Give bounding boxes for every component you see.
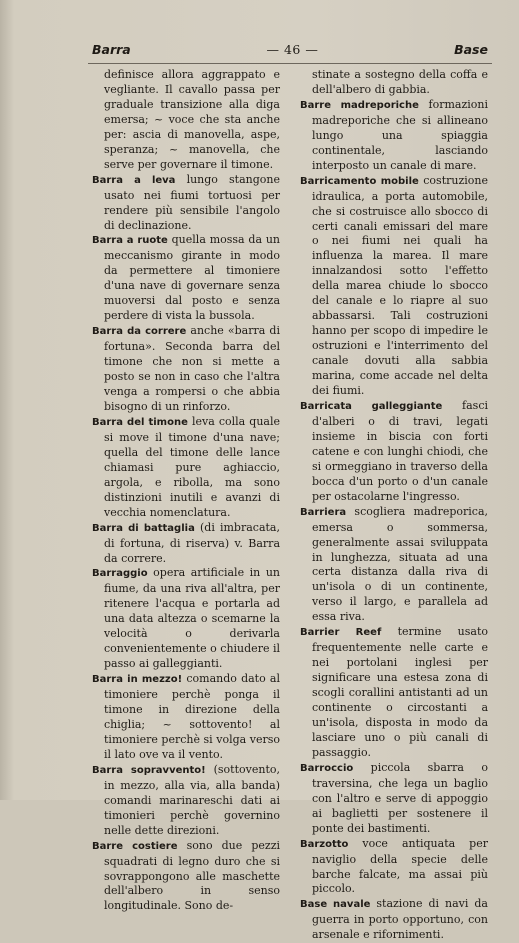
dictionary-entry xyxy=(92,415,280,521)
entry-definition: comando dato al timoniere perchè ponga il timone in direzione della chiglia; ~ sottovento! al timoniere perchè si volga verso il lato ove va il vento. xyxy=(104,672,281,761)
entry-headword: Barra a ruote xyxy=(92,235,168,247)
entry-headword: Base navale xyxy=(300,899,371,911)
entry-headword: Barra sopravvento! xyxy=(92,764,206,776)
entry-definition: definisce allora aggrappato e vegliante. Il cavallo passa per graduale transizione alla diga emersa; ~ voce che sta anche per: ascia di manovella, aspe, speranza; ~ manovella, che serve per governare il timone. xyxy=(104,68,280,171)
entry-definition: fasci d'alberi o di travi, legati insieme in biscia con forti catene e con lunghi chiodi, che si ormeggiano in traverso della bocca d'un porto o d'un canale per ostacolarne l'ingresso. xyxy=(312,398,488,503)
entry-headword: Barre madreporiche xyxy=(300,99,419,111)
dictionary-entry xyxy=(92,324,280,415)
entry-headword: Barricata galleggiante xyxy=(300,400,443,412)
entry-definition: (sottovento, in mezzo, alla via, alla banda) comandi marinareschi dati ai timonieri perchè governino nelle dette direzioni. xyxy=(104,762,280,837)
entry-definition: termine usato frequentemente nelle carte e nei portolani inglesi per significare una estesa zona di scogli corallini antistanti ad un continente o circostanti a un'isola, disposta in modo da lasciare uno o più canali di passaggio. xyxy=(312,625,488,759)
left-column xyxy=(92,68,280,914)
header-left-word: Barra xyxy=(92,42,131,57)
dictionary-entry xyxy=(300,897,488,943)
entry-headword: Barra di battaglia xyxy=(92,522,195,534)
entry-headword: Barra da correre xyxy=(92,326,187,338)
header-right-word: Base xyxy=(454,42,488,57)
dictionary-entry xyxy=(92,173,280,234)
entry-definition: scogliera madreporica, emersa o sommersa, generalmente assai sviluppata in lunghezza, situata ad una certa distanza dalla riva di un'isola o di un continente, verso il largo, e parallela ad essa riva. xyxy=(312,504,488,624)
entry-definition: piccola sbarra o traversina, che lega un baglio con l'altro e serve di appoggio ai baglietti per sostenere il ponte dei bastimenti. xyxy=(312,760,488,835)
entry-definition: stinate a sostegno della coffa e dell'albero di gabbia. xyxy=(312,68,488,96)
dictionary-entry xyxy=(300,399,488,505)
entry-headword: Barroccio xyxy=(300,762,354,774)
dictionary-entry xyxy=(300,98,488,174)
dictionary-entry xyxy=(300,837,488,898)
entry-headword: Barzotto xyxy=(300,838,349,850)
entry-headword: Barra a leva xyxy=(92,174,176,186)
entry-headword: Barricamento mobile xyxy=(300,175,419,187)
entry-definition: anche «barra di fortuna». Seconda barra del timone che non si mette a posto se non in caso che l'altra venga a rompersi o che abbia bisogno di un rinforzo. xyxy=(104,324,280,413)
entry-definition: voce antiquata per naviglio della specie delle barche falcate, ma assai più piccolo. xyxy=(312,836,488,896)
dictionary-entry xyxy=(300,625,488,761)
entry-headword: Barrier Reef xyxy=(300,627,382,639)
dictionary-entry xyxy=(92,763,280,839)
dictionary-entry xyxy=(92,233,280,324)
dictionary-entry xyxy=(300,505,488,626)
dictionary-entry xyxy=(92,68,280,173)
header-rule xyxy=(88,63,492,64)
entry-headword: Barre costiere xyxy=(92,840,178,852)
dictionary-entry xyxy=(300,68,488,98)
entry-definition: lungo stangone usato nei fiumi tortuosi per rendere più sensibile l'angolo di declinazione. xyxy=(104,172,281,232)
entry-definition: (di imbracata, di fortuna, di riserva) v. Barra da correre. xyxy=(104,520,280,565)
dictionary-entry xyxy=(92,672,280,763)
running-header xyxy=(92,42,488,62)
entry-definition: costruzione idraulica, a porta automobile, che si costruisce allo sbocco di certi canali emissari del mare o nei fiumi nei quali ha influenza la marea. Il mare innalzandosi sotto l'effetto della marea chiude lo sbocco del canale e lo riapre al suo abbassarsi. Tali costruzioni hanno per scopo di impedire le ostruzioni e l'interrimento del canale dovuti alla sabbia marina, come accade nel delta dei fiumi. xyxy=(312,173,488,398)
dictionary-entry xyxy=(300,174,488,399)
entry-definition: sono due pezzi squadrati di legno duro che si sovrappongono alle maschette dell'albero in senso longitudinale. Sono de- xyxy=(104,838,281,913)
right-column xyxy=(300,68,488,943)
entry-definition: stazione di navi da guerra in porto opportuno, con arsenale e rifornimenti. xyxy=(312,897,488,942)
entry-headword: Barra del timone xyxy=(92,416,188,428)
entry-definition: formazioni madreporiche che si allineano lungo una spiaggia continentale, lasciando interposto un canale di mare. xyxy=(312,97,488,172)
page-number: — 46 — xyxy=(266,42,319,57)
entry-definition: leva colla quale si move il timone d'una nave; quella del timone delle lance chiamasi pure aghiaccio, argola, e ribolla, ma sono distinzioni inutili e avanzi di vecchia nomenclatura. xyxy=(104,414,280,519)
dictionary-entry xyxy=(92,839,280,915)
dictionary-entry xyxy=(300,761,488,837)
dictionary-entry xyxy=(92,521,280,567)
entry-headword: Barra in mezzo! xyxy=(92,674,183,686)
dictionary-entry xyxy=(92,566,280,672)
entry-headword: Barraggio xyxy=(92,568,148,580)
entry-headword: Barriera xyxy=(300,506,347,518)
entry-definition: opera artificiale in un fiume, da una riva all'altra, per ritenere l'acqua e portarla ad una data altezza o scemarne la velocità o derivarla convenientemente o chiudere il passo ai galleggianti. xyxy=(104,566,280,671)
entry-definition: quella mossa da un meccanismo girante in modo da permettere al timoniere d'una nave di governare senza muoversi dal posto e senza perdere di vista la bussola. xyxy=(104,233,280,323)
